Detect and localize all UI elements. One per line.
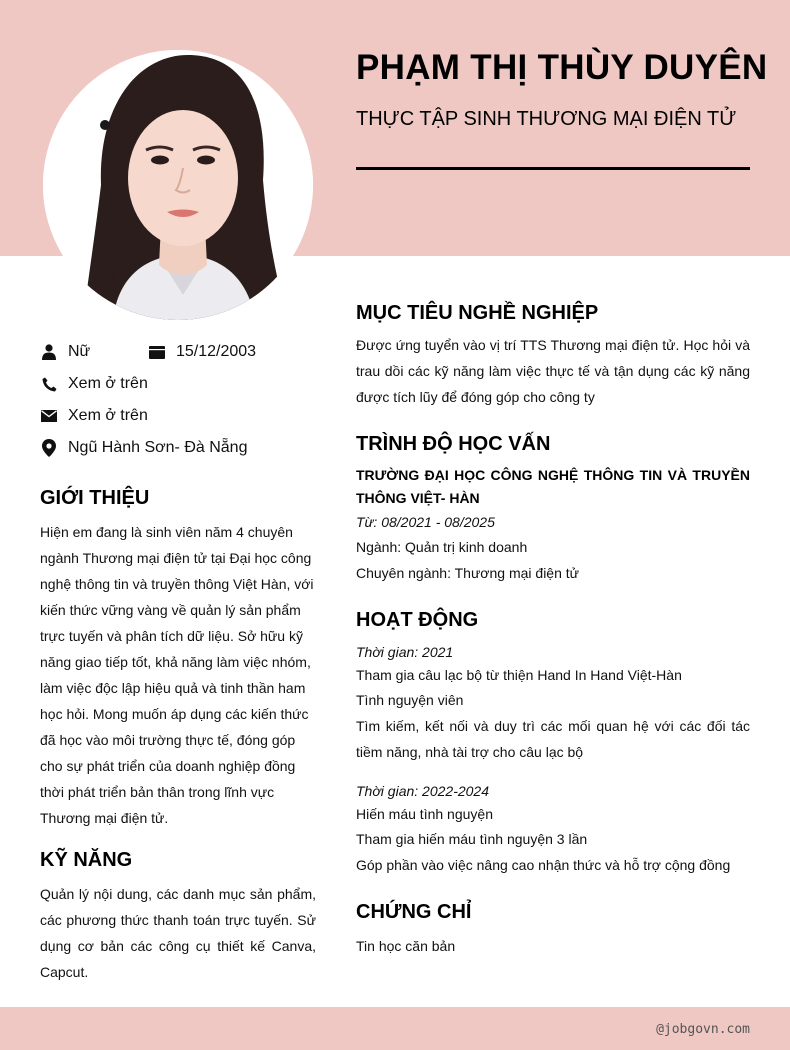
activity-name: Hiến máu tình nguyện bbox=[356, 806, 493, 822]
activity-time: Thời gian: 2021 bbox=[356, 644, 454, 660]
intro-title: GIỚI THIỆU bbox=[40, 487, 150, 509]
education-major: Ngành: Quản trị kinh doanh bbox=[356, 539, 528, 555]
phone-icon bbox=[40, 375, 58, 393]
education-specialization: Chuyên ngành: Thương mại điện tử bbox=[356, 565, 580, 581]
profile-photo bbox=[43, 50, 313, 320]
skills-text: Quản lý nội dung, các danh mục sản phẩm, các phương thức thanh toán trực tuyến. Sử dụng cơ bản các công cụ thiết kế Canva, Capcut. bbox=[40, 886, 316, 980]
gender-row bbox=[40, 343, 90, 361]
school-name: TRƯỜNG ĐẠI HỌC CÔNG NGHỆ THÔNG TIN VÀ TRUYỀN THÔNG VIỆT- HÀN bbox=[356, 467, 750, 506]
gender-text: Nữ bbox=[68, 343, 91, 360]
address-row bbox=[40, 439, 247, 457]
birthday-text: 15/12/2003 bbox=[176, 343, 257, 360]
email-icon bbox=[40, 407, 58, 425]
certificate-item: Tin học căn bản bbox=[356, 938, 456, 954]
activity-desc: Tìm kiếm, kết nối và duy trì các mối quan hệ với các đối tác tiềm năng, nhà tài trợ cho câu lạc bộ bbox=[356, 718, 750, 760]
birthday-row bbox=[148, 343, 256, 361]
intro-line: đã học vào môi trường thực tế, đóng góp bbox=[40, 732, 296, 748]
activity-role: Tình nguyện viên bbox=[356, 692, 464, 708]
header-divider bbox=[356, 167, 750, 170]
phone-text: Xem ở trên bbox=[68, 375, 148, 392]
skills-title: KỸ NĂNG bbox=[40, 849, 133, 871]
education-period: Từ: 08/2021 - 08/2025 bbox=[356, 514, 495, 530]
email-row bbox=[40, 407, 148, 425]
intro-line: Hiện em đang là sinh viên năm 4 chuyên bbox=[40, 524, 293, 540]
phone-row bbox=[40, 375, 148, 393]
intro-line: Thương mại điện tử. bbox=[40, 810, 169, 826]
calendar-icon bbox=[148, 343, 166, 361]
certificates-title: CHỨNG CHỈ bbox=[356, 901, 472, 923]
activity-name: Tham gia câu lạc bộ từ thiện Hand In Hand Việt-Hàn bbox=[356, 667, 682, 683]
activity-time: Thời gian: 2022-2024 bbox=[356, 783, 489, 799]
intro-line: cho sự phát triển của doanh nghiệp đồng bbox=[40, 758, 296, 774]
address-text: Ngũ Hành Sơn- Đà Nẵng bbox=[68, 439, 248, 456]
watermark: @jobgovn.com bbox=[656, 1022, 750, 1037]
objective-text: Được ứng tuyển vào vị trí TTS Thương mại điện tử. Học hỏi và trau dồi các kỹ năng làm việc thực tế và tận dụng các kỹ năng được tích lũy để đóng góp cho công ty bbox=[356, 337, 750, 405]
education-title: TRÌNH ĐỘ HỌC VẤN bbox=[356, 433, 551, 455]
activity-role: Tham gia hiến máu tình nguyện 3 lần bbox=[356, 831, 588, 847]
intro-line: trực tuyến và phân tích dữ liệu. Sở hữu kỹ bbox=[40, 628, 303, 644]
intro-line: kiến thức vững vàng về quản lý sản phẩm bbox=[40, 602, 301, 618]
intro-text bbox=[40, 519, 316, 831]
intro-line: nghệ thông tin và truyền thông Việt Hàn, với bbox=[40, 576, 314, 592]
objective-title: MỤC TIÊU NGHỀ NGHIỆP bbox=[356, 302, 599, 324]
person-icon bbox=[40, 343, 58, 361]
intro-line: ngành Thương mại điện tử tại Đại học công bbox=[40, 550, 312, 566]
location-pin-icon bbox=[40, 439, 58, 457]
candidate-name: PHẠM THỊ THÙY DUYÊN bbox=[356, 48, 768, 87]
intro-line: học hỏi. Mong muốn áp dụng các kiến thức bbox=[40, 706, 309, 722]
intro-line: thời phát triển bản thân trong lĩnh vực bbox=[40, 784, 275, 800]
intro-line: năng giao tiếp tốt, khả năng làm việc nhóm, bbox=[40, 654, 311, 670]
email-text: Xem ở trên bbox=[68, 407, 148, 424]
candidate-role: THỰC TẬP SINH THƯƠNG MẠI ĐIỆN TỬ bbox=[356, 108, 737, 130]
activities-title: HOẠT ĐỘNG bbox=[356, 609, 479, 631]
activity-desc: Góp phần vào việc nâng cao nhận thức và hỗ trợ cộng đồng bbox=[356, 857, 731, 873]
intro-line: làm việc độc lập hiệu quả và tinh thần ham bbox=[40, 680, 306, 696]
